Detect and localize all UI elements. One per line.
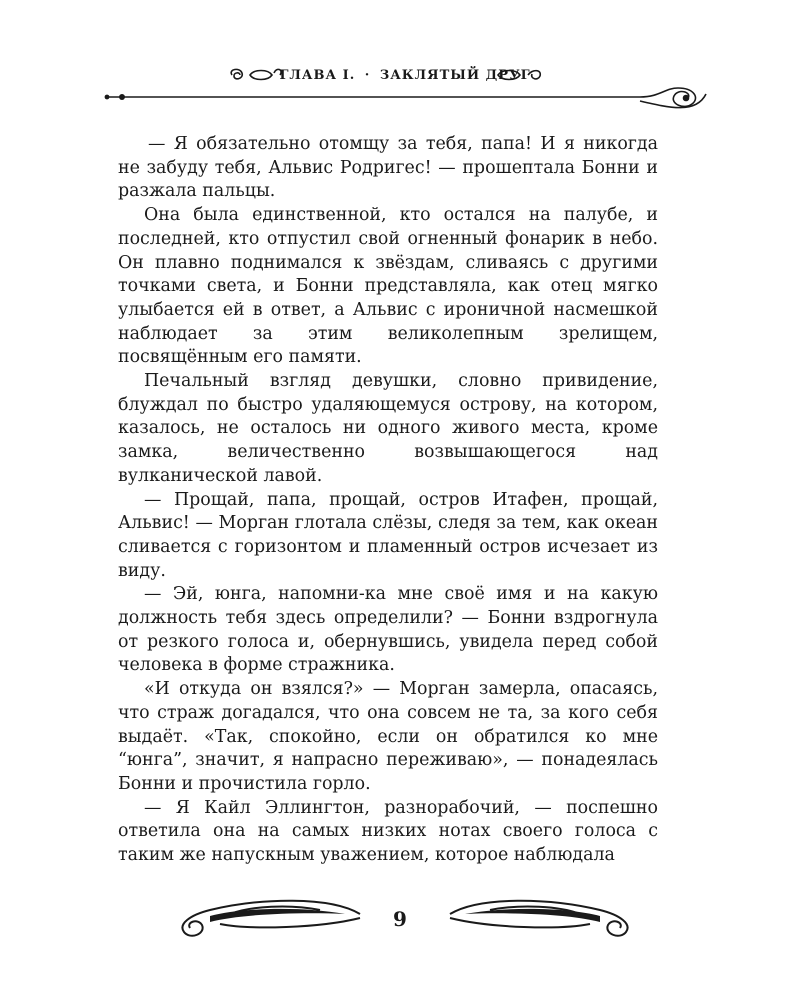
paragraph: — Я обязательно отомщу за тебя, папа! И я никогда не забуду тебя, Альвис Родригес! — прошептала Бонни и разжала пальцы.	[118, 134, 658, 202]
paragraph: — Эй, юнга, напомни-ка мне своё имя и на какую должность тебя здесь определили? — Бонни вздрогнула от резкого голоса и, обернувшись, увидела перед собой человека в форме стражника.	[118, 584, 658, 676]
chapter-label: ГЛАВА I.	[279, 68, 356, 83]
page-number: 9	[393, 907, 407, 931]
running-header	[100, 58, 710, 118]
paragraph: — Я Кайл Эллингтон, разнорабочий, — поспешно ответила она на самых низких нотах своего голоса с таким же напускным уважением, которое наблюдала	[118, 797, 658, 866]
page-body	[118, 133, 658, 868]
swirl-end-icon	[640, 88, 706, 108]
paragraph: Печальный взгляд девушки, словно привидение, блуждал по быстро удаляющемуся острову, на котором, казалось, не осталось ни одного живого места, кроме замка, величественно возвышающегося над вулканической лавой.	[118, 371, 658, 486]
chapter-title: ЗАКЛЯТЫЙ ДРУГ	[379, 68, 531, 83]
header-separator: ·	[364, 68, 371, 83]
header-rule-ornament	[100, 58, 710, 118]
paragraph: «И откуда он взялся?» — Морган замерла, опасаясь, что страж догадался, что она совсем не та, за кого себя выдаёт. «Так, спокойно, если он обратился ко мне “юнга”, значит, я напрасно переживаю», — понадеялась Бонни и прочистила горло.	[118, 679, 658, 794]
running-head-title	[100, 68, 710, 83]
paragraph: Она была единственной, кто остался на палубе, и последней, кто отпустил свой огненный фонарик в небо. Он плавно поднимался к звёздам, сливаясь с другими точками света, и Бонни представляла, как отец мягко улыбается ей в ответ, а Альвис с ироничной насмешкой наблюдает за этим великолепным зрелищем, посвящённым его памяти.	[118, 205, 658, 368]
paragraph: — Прощай, папа, прощай, остров Итафен, прощай, Альвис! — Морган глотала слёзы, следя за тем, как океан сливается с горизонтом и пламенный остров исчезает из виду.	[118, 489, 658, 581]
